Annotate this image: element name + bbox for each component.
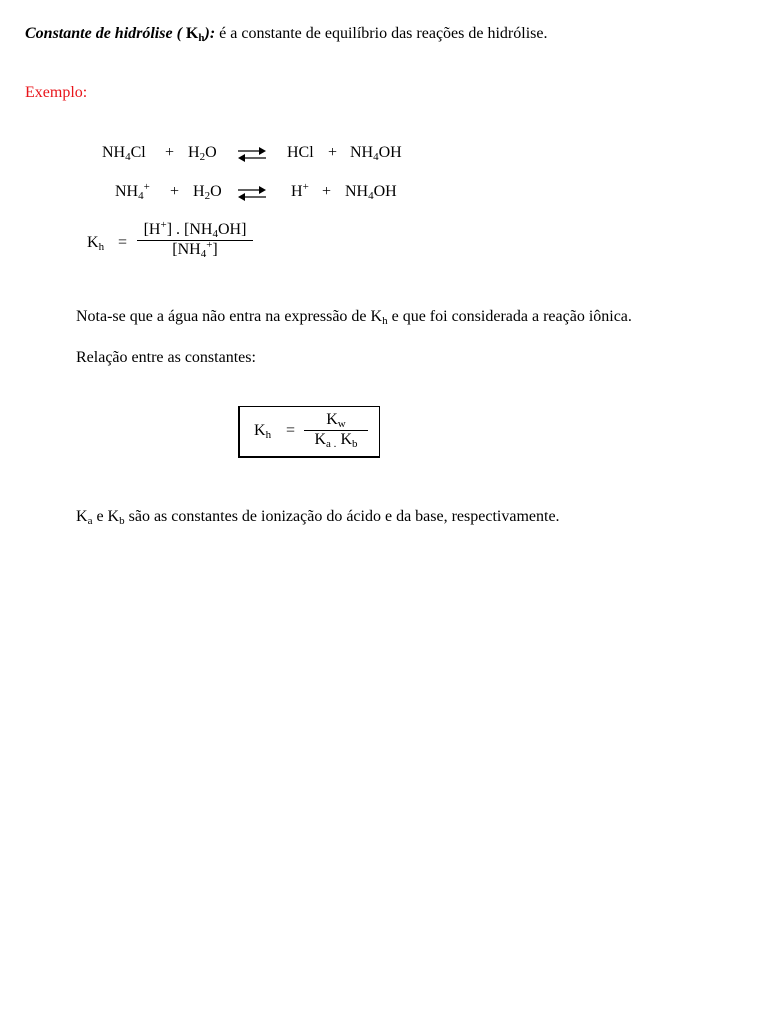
reaction2-reactant-1: $NH_4^+$ — [115, 181, 150, 202]
reaction1-reactant-2: $H_2O$ — [188, 144, 217, 163]
reaction2-plus-2: + — [322, 183, 332, 200]
reaction1-product-2: $NH_4OH$ — [350, 144, 402, 163]
equilibrium-arrows-icon — [237, 145, 267, 165]
definition-text: é a constante de equilíbrio das reações de hidrólise. — [215, 25, 548, 42]
kh-equals: = — [118, 234, 128, 251]
equilibrium-arrows-icon — [237, 184, 267, 204]
reaction1-plus-2: + — [328, 144, 338, 161]
reaction1-product-1: HCl — [287, 144, 314, 161]
reaction2-product-2: $NH_4OH$ — [345, 183, 397, 202]
definition-term-close: ): — [204, 25, 216, 42]
note-paragraph: Nota-se que a água não entra na expressão de $K_h$ e que foi considerada a reação iônica. — [76, 308, 632, 327]
definition-term: Constante de hidrólise ( — [25, 25, 186, 42]
boxed-equals: = — [286, 422, 296, 439]
constants-note: $K_a$ e $K_b$ são as constantes de ionização do ácido e da base, respectivamente. — [76, 508, 560, 527]
definition-symbol: $K_h$ — [185, 25, 205, 44]
kh-lhs: $K_h$ — [87, 234, 105, 253]
reaction2-plus-1: + — [170, 183, 180, 200]
boxed-fraction — [304, 411, 368, 449]
boxed-denominator: $K_{a .}$ $K_b$ — [314, 431, 358, 450]
kh-fraction — [137, 221, 253, 259]
kh-denominator: $[NH_4^+]$ — [172, 239, 218, 260]
reaction1-plus-1: + — [165, 144, 175, 161]
boxed-lhs: $K_h$ — [254, 422, 272, 441]
definition-line — [25, 25, 547, 43]
reaction2-reactant-2: $H_2O$ — [193, 183, 222, 202]
boxed-formula — [238, 406, 380, 458]
boxed-numerator: $K_w$ — [326, 411, 346, 430]
kh-numerator: [H+] . $[NH_4OH]$ — [143, 219, 247, 240]
reaction1-reactant-1: $NH_4Cl$ — [102, 144, 146, 163]
example-label: Exemplo: — [25, 84, 88, 101]
relation-label: Relação entre as constantes: — [76, 349, 256, 366]
reaction2-product-1: H+ — [291, 181, 309, 200]
